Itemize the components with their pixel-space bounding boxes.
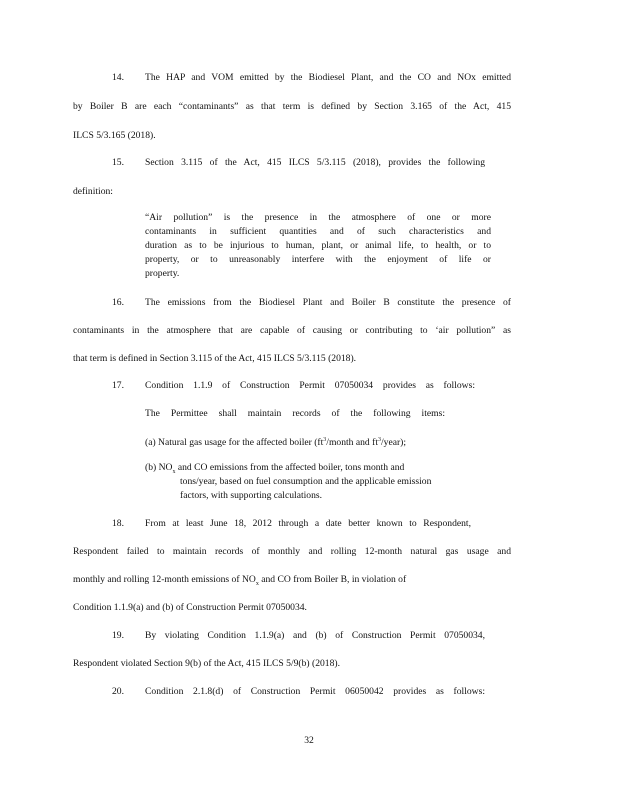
paragraph-14-line-2: by Boiler B are each “contaminants” as that term is defined by Section 3.165 of the Act, 415 xyxy=(73,101,511,112)
paragraph-16-number: 16. xyxy=(112,297,124,308)
paragraph-20-line-1: Condition 2.1.8(d) of Construction Permit 06050042 provides as follows: xyxy=(145,686,485,697)
paragraph-18-number: 18. xyxy=(112,518,124,529)
paragraph-20-number: 20. xyxy=(112,686,124,697)
paragraph-18-line-3-a: monthly and rolling 12-month emissions of NO xyxy=(73,574,256,585)
paragraph-17-number: 17. xyxy=(112,380,124,391)
paragraph-19-line-1: By violating Condition 1.1.9(a) and (b) of Construction Permit 07050034, xyxy=(145,630,485,641)
paragraph-14-line-3: ILCS 5/3.165 (2018). xyxy=(73,130,156,141)
records-item-a xyxy=(145,434,406,449)
records-item-b-rest: and CO emissions from the affected boiler, tons month and xyxy=(177,462,405,473)
paragraph-18-line-3-b: and CO from Boiler B, in violation of xyxy=(261,574,407,585)
records-item-b-line-3: factors, with supporting calculations. xyxy=(180,490,323,501)
paragraph-15-line-1: Section 3.115 of the Act, 415 ILCS 5/3.115 (2018), provides the following xyxy=(145,157,485,168)
records-item-a-mid: /month and ft xyxy=(326,437,378,449)
paragraph-15-number: 15. xyxy=(112,157,124,168)
quote-line-3: duration as to be injurious to human, plant, or animal life, to health, or to xyxy=(145,240,491,251)
paragraph-18-line-3 xyxy=(73,574,406,590)
paragraph-18-line-1: From at least June 18, 2012 through a date better known to Respondent, xyxy=(145,518,471,529)
superscript-cubed: 3 xyxy=(323,437,327,443)
records-item-b-line-2: tons/year, based on fuel consumption and the applicable emission xyxy=(180,476,432,487)
subscript-x: x xyxy=(255,580,259,587)
quote-line-1: “Air pollution” is the presence in the atmosphere of one or more xyxy=(145,212,491,223)
quote-line-2: contaminants in sufficient quantities and of such characteristics and xyxy=(145,226,491,237)
superscript-cubed: 3 xyxy=(378,437,381,443)
paragraph-19-number: 19. xyxy=(112,630,124,641)
paragraph-19-line-2: Respondent violated Section 9(b) of the Act, 415 ILCS 5/9(b) (2018). xyxy=(73,658,340,669)
paragraph-18-line-2: Respondent failed to maintain records of monthly and rolling 12-month natural gas usage and xyxy=(73,546,511,557)
permit-records-intro: The Permittee shall maintain records of the following items: xyxy=(145,408,445,419)
paragraph-15-line-2: definition: xyxy=(73,186,113,197)
paragraph-16-line-2: contaminants in the atmosphere that are capable of causing or contributing to ‘air pollution” as xyxy=(73,325,511,336)
records-item-a-end: /year); xyxy=(381,437,407,449)
subscript-x: x xyxy=(172,468,176,475)
quote-line-5: property. xyxy=(145,268,180,279)
records-item-a-text: (a) Natural gas usage for the affected boiler (ft xyxy=(145,437,324,449)
quote-line-4: property, or to unreasonably interfere with the enjoyment of life or xyxy=(145,254,491,265)
paragraph-14-line-1: The HAP and VOM emitted by the Biodiesel Plant, and the CO and NOx emitted xyxy=(145,72,511,83)
records-item-b-text: (b) NO xyxy=(145,462,173,473)
paragraph-16-line-3: that term is defined in Section 3.115 of the Act, 415 ILCS 5/3.115 (2018). xyxy=(73,353,357,364)
paragraph-16-line-1: The emissions from the Biodiesel Plant and Boiler B constitute the presence of xyxy=(145,297,511,308)
paragraph-17-line-1: Condition 1.1.9 of Construction Permit 07050034 provides as follows: xyxy=(145,380,475,391)
page-number: 32 xyxy=(304,735,314,746)
paragraph-14-number: 14. xyxy=(112,72,124,83)
paragraph-18-line-4: Condition 1.1.9(a) and (b) of Construction Permit 07050034. xyxy=(73,602,307,613)
